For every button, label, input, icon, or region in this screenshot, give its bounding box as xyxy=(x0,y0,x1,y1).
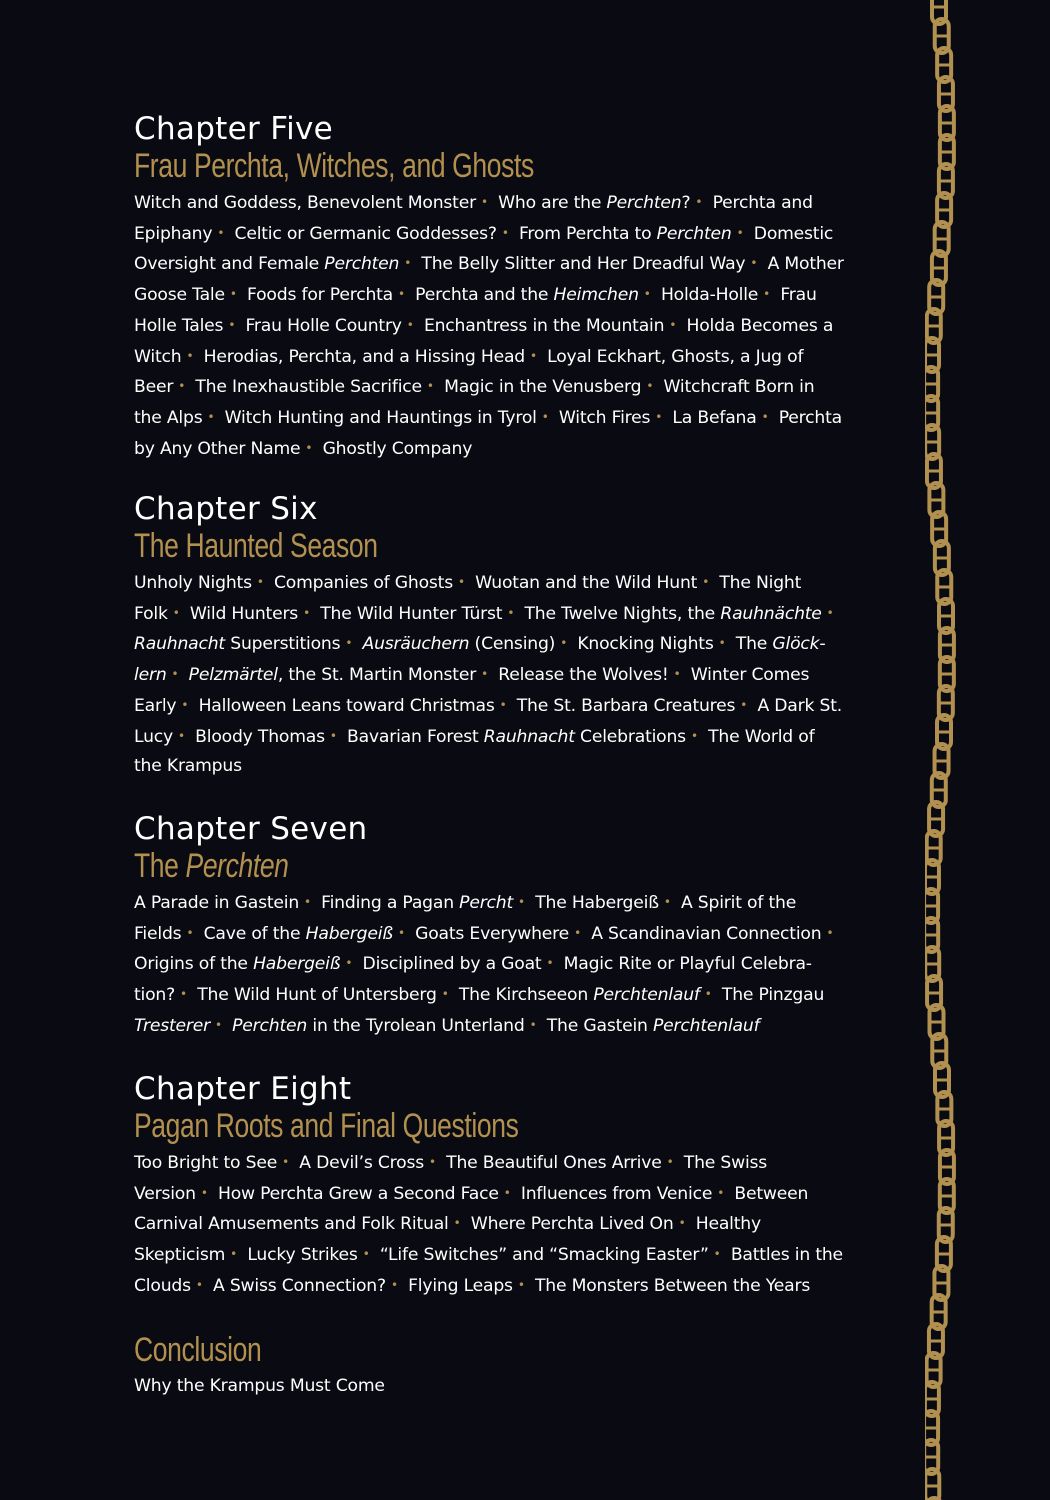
chapter-seven xyxy=(134,810,844,1042)
bullet-separator: • xyxy=(717,1185,725,1200)
topic-item: Who are the Perchten? xyxy=(498,193,691,213)
topic-item: Frau Holle Country xyxy=(245,315,402,336)
chain-decoration xyxy=(925,0,985,1500)
topic-item: Healthy Skepticism xyxy=(134,1214,761,1266)
topic-item: The St. Barbara Creatures xyxy=(516,695,736,716)
bullet-separator: • xyxy=(666,1155,674,1169)
bullet-separator: • xyxy=(345,636,353,651)
bullet-separator: • xyxy=(646,379,654,394)
bullet-separator: • xyxy=(541,409,549,424)
bullet-separator: • xyxy=(655,409,663,424)
topic-item: The Kirchseeon Perchtenlauf xyxy=(458,985,700,1006)
topic-item: Disciplined by a Goat xyxy=(362,954,542,975)
chapter-topics xyxy=(134,568,844,782)
topic-item: Foods for Perchta xyxy=(247,285,394,306)
topic-item: Where Perchta Lived On xyxy=(470,1214,674,1235)
topic-item: Wuotan and the Wild Hunt xyxy=(475,573,698,593)
bullet-separator: • xyxy=(457,575,465,589)
bullet-separator: • xyxy=(453,1216,461,1231)
bullet-separator: • xyxy=(763,287,771,302)
topic-item: Bavarian Forest Rauhnacht Celebrations xyxy=(347,726,686,747)
topic-item: The Pinzgau Tresterer xyxy=(134,985,825,1036)
topic-item: Perchten in the Tyrolean Unterland xyxy=(232,1015,525,1036)
bullet-separator: • xyxy=(507,605,515,620)
topic-item: Origins of the Habergeiß xyxy=(134,954,341,975)
bullet-separator: • xyxy=(481,667,488,682)
topic-item: Pelzmärtel, the St. Martin Monster xyxy=(188,665,477,686)
topic-item: The Night Folk xyxy=(134,573,802,624)
bullet-separator: • xyxy=(171,667,179,682)
bullet-separator: • xyxy=(397,925,405,940)
topic-item: The Twelve Nights, the Rauhnächte xyxy=(524,603,822,624)
bullet-separator: • xyxy=(704,987,712,1002)
bullet-separator: • xyxy=(702,575,710,589)
topic-item: Magic in the Venusberg xyxy=(444,377,642,398)
topic-item: Ghostly Company xyxy=(322,438,473,459)
topic-item: The Wild Hunter Türst xyxy=(320,603,503,624)
topic-item: Too Bright to See xyxy=(134,1153,278,1173)
chapter-topics xyxy=(134,888,844,1042)
bullet-separator: • xyxy=(426,379,434,394)
topic-item: Domestic Oversight and Female Perchten xyxy=(134,223,834,275)
bullet-separator: • xyxy=(574,925,581,940)
bullet-separator: • xyxy=(229,287,237,302)
topic-item: A Dark St. Lucy xyxy=(134,695,843,747)
bullet-separator: • xyxy=(207,409,215,424)
bullet-separator: • xyxy=(186,925,194,940)
chapter-label: Chapter Five xyxy=(134,111,333,147)
topic-item: Witch Fires xyxy=(558,407,651,428)
topic-item: Unholy Nights xyxy=(134,573,252,593)
bullet-separator: • xyxy=(178,728,185,743)
topic-item: Magic Rite or Playful Celebra-tion? xyxy=(134,954,812,1006)
topic-item: A Scandinavian Connection xyxy=(591,923,822,944)
conclusion xyxy=(134,1332,385,1402)
bullet-separator: • xyxy=(678,1216,686,1231)
topic-item: A Mother Goose Tale xyxy=(134,254,844,306)
topic-item: Goats Everywhere xyxy=(415,923,570,944)
bullet-separator: • xyxy=(690,728,698,743)
chapter-title: Frau Perchta, Witches, and Ghosts xyxy=(134,147,534,185)
chapter-topics xyxy=(134,1148,844,1302)
topic-item: Witch and Goddess, Benevolent Monster xyxy=(134,193,476,213)
topic-item: Lucky Strikes xyxy=(247,1245,358,1266)
topic-item: A Parade in Gastein xyxy=(134,893,300,913)
bullet-separator: • xyxy=(195,1277,203,1292)
bullet-separator: • xyxy=(643,287,651,302)
topic-item: Winter Comes Early xyxy=(134,665,810,716)
topic-item: Perchta and the Heimchen xyxy=(415,285,639,306)
conclusion-subtitle: Why the Krampus Must Come xyxy=(134,1376,385,1396)
bullet-separator: • xyxy=(560,636,568,651)
bullet-separator: • xyxy=(217,225,225,240)
bullet-separator: • xyxy=(304,895,311,909)
bullet-separator: • xyxy=(663,895,671,909)
topic-item: The Inexhaustible Sacrifice xyxy=(195,377,422,398)
topic-item: Between Carnival Amusements and Folk Ritual xyxy=(134,1183,809,1235)
topic-item: Wild Hunters xyxy=(189,603,299,624)
bullet-separator: • xyxy=(200,1185,208,1200)
bullet-separator: • xyxy=(826,925,834,940)
topic-item: The Monsters Between the Years xyxy=(534,1275,811,1296)
topic-item: Rauhnacht Superstitions xyxy=(134,634,341,655)
bullet-separator: • xyxy=(669,317,677,332)
chapter-eight xyxy=(134,1070,844,1302)
topic-item: The Beautiful Ones Arrive xyxy=(446,1153,662,1173)
bullet-separator: • xyxy=(329,728,337,743)
bullet-separator: • xyxy=(517,1277,525,1292)
topic-item: The Glöck-lern xyxy=(134,634,826,686)
topic-item: The Gastein Perchtenlauf xyxy=(546,1015,760,1036)
topic-item: Frau Holle Tales xyxy=(134,285,817,336)
bullet-separator: • xyxy=(406,317,414,332)
bullet-separator: • xyxy=(695,195,703,209)
bullet-separator: • xyxy=(761,409,769,424)
topic-item: “Life Switches” and “Smacking Easter” xyxy=(379,1245,709,1266)
topic-item: Battles in the Clouds xyxy=(134,1245,843,1296)
conclusion-title: Conclusion xyxy=(134,1331,262,1369)
topic-item: Companies of Ghosts xyxy=(273,573,453,593)
topic-item: Ausräuchern (Censing) xyxy=(362,634,556,655)
bullet-separator: • xyxy=(398,287,405,302)
topic-item: The Habergeiß xyxy=(535,893,659,913)
chapter-label: Chapter Eight xyxy=(134,1071,352,1107)
chapter-title: The Haunted Season xyxy=(134,527,378,565)
topic-item: A Swiss Connection? xyxy=(213,1275,386,1296)
bullet-separator: • xyxy=(178,379,186,394)
topic-item: Halloween Leans toward Christmas xyxy=(198,695,495,716)
bullet-separator: • xyxy=(750,256,758,271)
topic-item: The Swiss Version xyxy=(134,1153,768,1204)
bullet-separator: • xyxy=(718,636,726,651)
chain-links xyxy=(925,0,954,1500)
bullet-separator: • xyxy=(441,987,449,1002)
bullet-separator: • xyxy=(228,317,236,332)
topic-item: Perchta and Epiphany xyxy=(134,193,813,244)
topic-item: The Wild Hunt of Untersberg xyxy=(197,985,437,1006)
bullet-separator: • xyxy=(713,1247,721,1262)
topic-item: Influences from Venice xyxy=(520,1183,713,1204)
topic-item: Enchantress in the Mountain xyxy=(423,315,665,336)
topic-item: A Spirit of the Fields xyxy=(134,893,797,944)
bullet-separator: • xyxy=(181,697,189,712)
bullet-separator: • xyxy=(826,605,834,620)
bullet-separator: • xyxy=(404,256,412,271)
bullet-separator: • xyxy=(345,956,353,971)
bullet-separator: • xyxy=(362,1247,370,1262)
topic-item: Perchta by Any Other Name xyxy=(134,407,842,459)
bullet-separator: • xyxy=(740,697,748,712)
chapter-label: Chapter Seven xyxy=(134,811,368,847)
chapter-label: Chapter Six xyxy=(134,491,318,527)
bullet-separator: • xyxy=(673,667,681,682)
bullet-separator: • xyxy=(480,195,488,209)
bullet-separator: • xyxy=(180,987,187,1002)
bullet-separator: • xyxy=(501,225,509,240)
bullet-separator: • xyxy=(529,1017,537,1032)
topic-item: The World of the Krampus xyxy=(134,726,815,777)
bullet-separator: • xyxy=(230,1247,238,1262)
topic-item: Release the Wolves! xyxy=(498,665,669,686)
topic-item: How Perchta Grew a Second Face xyxy=(217,1183,499,1204)
topic-item: La Befana xyxy=(672,407,757,428)
topic-item: The Belly Slitter and Her Dreadful Way xyxy=(421,254,746,275)
bullet-separator: • xyxy=(503,1185,511,1200)
topic-item: Holda Becomes a Witch xyxy=(134,315,834,367)
chapter-topics xyxy=(134,188,844,464)
topic-item: Witch Hunting and Hauntings in Tyrol xyxy=(224,407,537,428)
topic-item: A Devil’s Cross xyxy=(299,1153,424,1173)
topic-item: Herodias, Perchta, and a Hissing Head xyxy=(203,346,525,367)
chapter-title: The Perchten xyxy=(134,847,289,885)
chapter-title: Pagan Roots and Final Questions xyxy=(134,1107,519,1145)
bullet-separator: • xyxy=(546,956,554,971)
bullet-separator: • xyxy=(429,1155,436,1169)
bullet-separator: • xyxy=(282,1155,289,1169)
bullet-separator: • xyxy=(172,605,180,620)
topic-item: Witchcraft Born in the Alps xyxy=(134,377,815,428)
bullet-separator: • xyxy=(186,348,194,363)
bullet-separator: • xyxy=(256,575,264,589)
chapter-five xyxy=(134,110,844,464)
bullet-separator: • xyxy=(305,440,313,455)
bullet-separator: • xyxy=(736,225,744,240)
bullet-separator: • xyxy=(214,1017,222,1032)
topic-item: Cave of the Habergeiß xyxy=(203,923,393,944)
chapter-six xyxy=(134,490,844,782)
topic-item: Flying Leaps xyxy=(408,1275,513,1296)
topic-item: Knocking Nights xyxy=(577,634,714,655)
topic-item: From Perchta to Perchten xyxy=(519,223,732,244)
bullet-separator: • xyxy=(499,697,507,712)
bullet-separator: • xyxy=(390,1277,398,1292)
topic-item: Bloody Thomas xyxy=(195,726,325,747)
bullet-separator: • xyxy=(303,605,310,620)
bullet-separator: • xyxy=(529,348,537,363)
topic-item: Loyal Eckhart, Ghosts, a Jug of Beer xyxy=(134,346,804,398)
bullet-separator: • xyxy=(518,895,525,909)
topic-item: Celtic or Germanic Goddesses? xyxy=(234,223,497,244)
topic-item: Finding a Pagan Percht xyxy=(321,893,514,913)
topic-item: Holda-Holle xyxy=(660,285,759,306)
